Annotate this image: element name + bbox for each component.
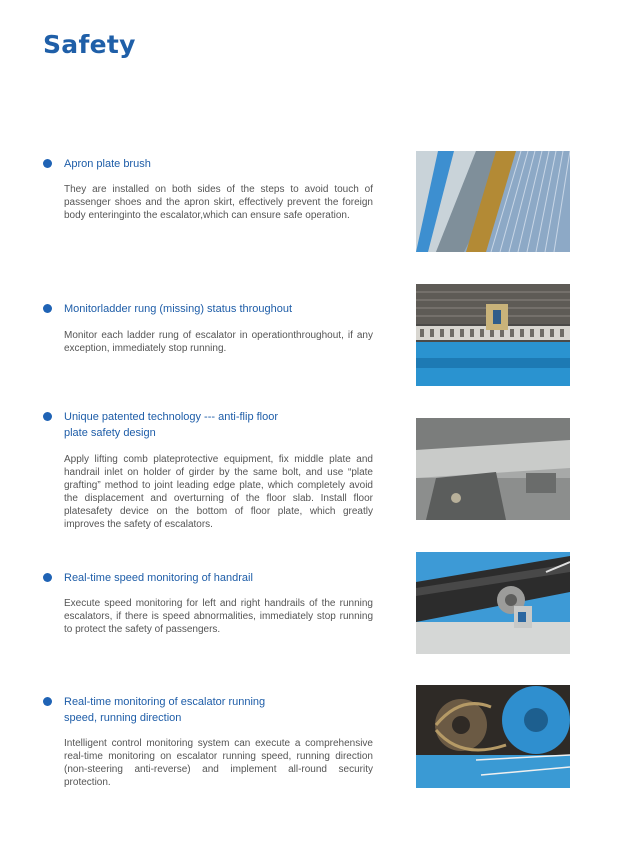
drive-chain-sprocket-photo xyxy=(416,685,570,788)
bullet-icon xyxy=(43,697,52,706)
floor-plate-photo xyxy=(416,418,570,520)
heading-line: plate safety design xyxy=(64,427,156,439)
feature-description: Intelligent control monitoring system can execute a comprehensive real-time monitoring on escalator running speed, running direction (non-steering anti-reverse) and implement all-round security protection. xyxy=(64,738,373,788)
feature-heading xyxy=(64,570,394,586)
feature-heading xyxy=(64,156,394,172)
feature-heading xyxy=(64,694,394,726)
feature-description: Execute speed monitoring for left and right handrails of the running escalators, if there is speed abnormalities, immediately stop running to protect the safety of passengers. xyxy=(64,598,373,635)
feature-description: Monitor each ladder rung of escalator in operationthroughout, if any exception, immediately stop running. xyxy=(64,330,373,354)
heading-line: Monitorladder rung (missing) status throughout xyxy=(64,303,293,315)
apron-brush-photo xyxy=(416,151,570,252)
handrail-speed-sensor-photo xyxy=(416,552,570,654)
heading-line: Real-time monitoring of escalator running xyxy=(64,696,266,708)
heading-line: Apron plate brush xyxy=(64,158,151,170)
bullet-icon xyxy=(43,159,52,168)
heading-line: Unique patented technology --- anti-flip floor xyxy=(64,411,279,423)
bullet-icon xyxy=(43,412,52,421)
bullet-icon xyxy=(43,573,52,582)
feature-description: They are installed on both sides of the steps to avoid touch of passenger shoes and the apron skirt, effectively prevent the foreign body enteringinto the escalator,which can ensure safe operation. xyxy=(64,184,373,221)
heading-line: speed, running direction xyxy=(64,712,182,724)
feature-heading xyxy=(64,301,394,317)
ladder-rung-sensor-photo xyxy=(416,284,570,386)
feature-description: Apply lifting comb plateprotective equipment, fix middle plate and handrail inlet on holder of girder by the same bolt, and use “plate grafting” method to joint leading edge plate, which completely avoid the displacement and overturning of the floor slab. Install floor platesafety device on the bottom of floor plate, which greatly improves the safety of escalators. xyxy=(64,454,373,530)
page-title: Safety xyxy=(43,30,136,59)
feature-heading xyxy=(64,409,394,441)
bullet-icon xyxy=(43,304,52,313)
heading-line: Real-time speed monitoring of handrail xyxy=(64,572,253,584)
